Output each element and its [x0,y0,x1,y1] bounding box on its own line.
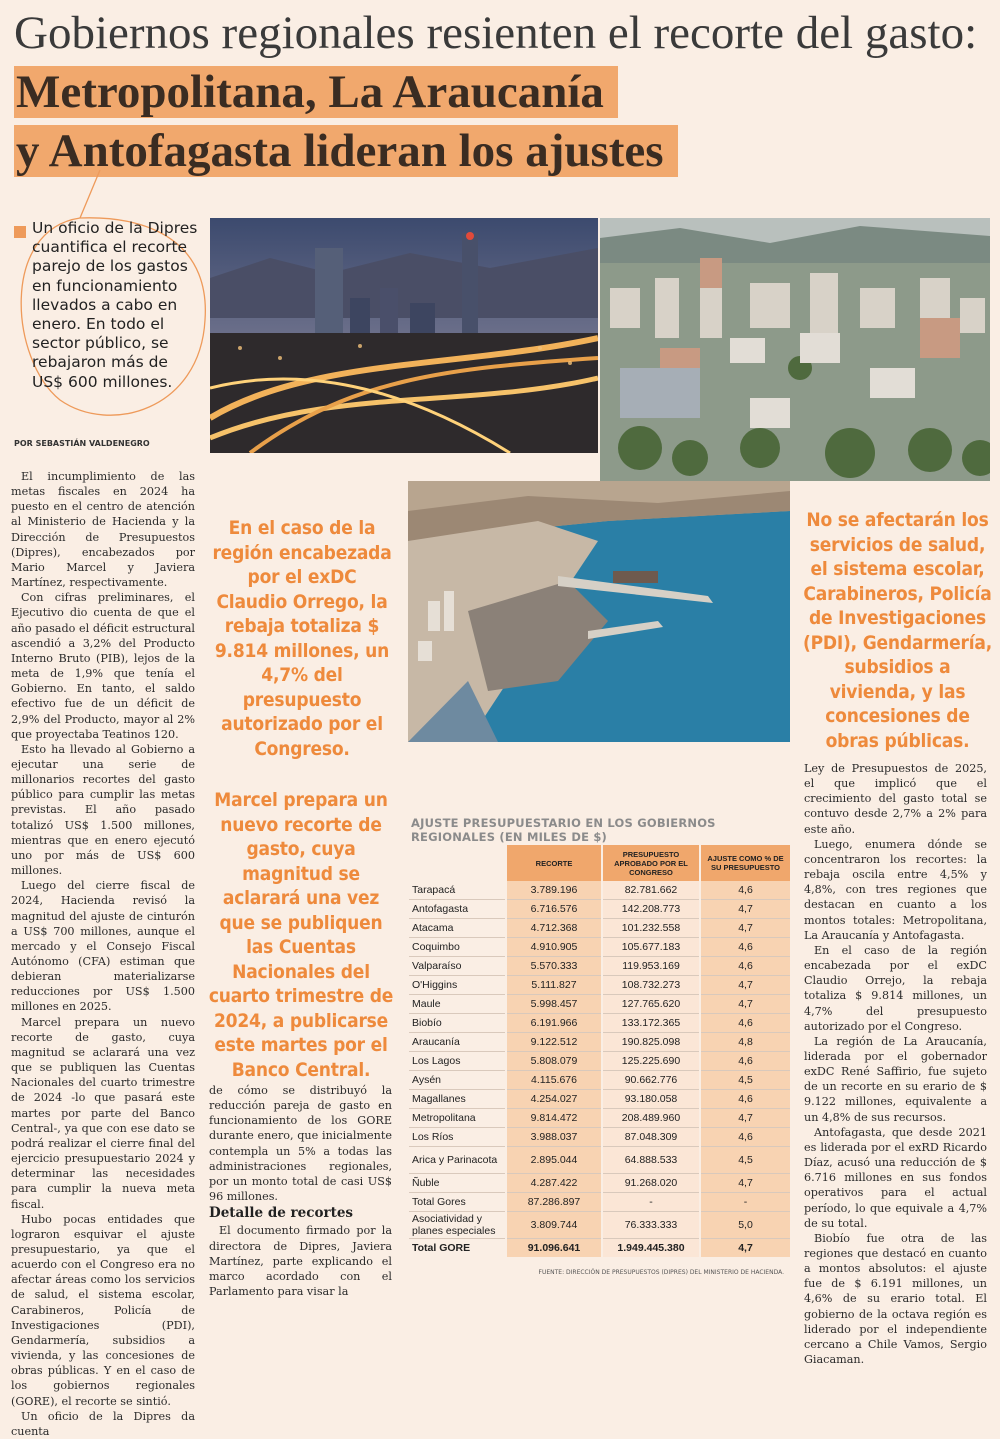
paragraph: La región de La Araucanía, liderada por el gobernador exDC René Saffirio, fue sujeto de un recorte en su erario de $ 9.122 millones, equivalente a un 4,8% de sus recursos. [804,1034,987,1124]
ajuste-cell: 4,5 [700,1071,790,1090]
ajuste-cell: 4,6 [700,1052,790,1071]
region-cell: Total Gores [409,1193,506,1212]
ajuste-cell: 4,6 [700,1014,790,1033]
table-row [409,976,790,995]
presupuesto-cell: 127.765.620 [602,995,700,1014]
recorte-cell: 4.115.676 [506,1071,602,1090]
presupuesto-cell: 105.677.183 [602,938,700,957]
paragraph: Antofagasta, que desde 2021 es liderada por el exRD Ricardo Díaz, acusó una reducción de $ 6.716 millones en sus fondos operativos para el actual período, lo que equivale a 4,7% de su total. [804,1125,987,1230]
ajuste-cell: 4,7 [700,1174,790,1193]
paragraph: Luego del cierre fiscal de 2024, Hacienda revisó la magnitud del ajuste de cinturón a US$ 700 millones, aunque el mercado y el Consejo Fiscal Autónomo (CFA) estiman que debieran materializarse reducciones por US$ 1.500 millones en 2025. [11,879,195,1014]
pull-quote-marcel: Marcel prepara un nuevo recorte de gasto, cuya magnitud se aclarará una vez que se publiquen las Cuentas Nacionales del cuarto trimestre de 2024, a publicarse este martes por el Banco Central. [208,789,394,1081]
presupuesto-cell: 90.662.776 [602,1071,700,1090]
presupuesto-cell: 108.732.273 [602,976,700,995]
budget-adjustment-table [409,845,790,1257]
table-row [409,1239,790,1258]
recorte-cell: 6.191.966 [506,1014,602,1033]
recorte-cell: 9.122.512 [506,1033,602,1052]
presupuesto-cell: 82.781.662 [602,881,700,900]
recorte-cell: 4.254.027 [506,1090,602,1109]
table-row [409,1212,790,1239]
recorte-cell: 91.096.641 [506,1239,602,1258]
ajuste-cell: 4,7 [700,1109,790,1128]
table-row [409,938,790,957]
article-column-2 [209,1083,392,1299]
byline: POR SEBASTIÁN VALDENEGRO [14,439,150,448]
region-cell: Maule [409,995,506,1014]
presupuesto-cell: 91.268.020 [602,1174,700,1193]
headline-highlight-2: y Antofagasta lideran los ajustes [14,125,678,177]
region-cell: Total GORE [412,1242,471,1254]
ajuste-cell: 4,7 [700,919,790,938]
ajuste-cell: 4,6 [700,938,790,957]
table-row [409,900,790,919]
ajuste-cell: 4,6 [700,957,790,976]
presupuesto-cell: - [602,1193,700,1212]
table-title: AJUSTE PRESUPUESTARIO EN LOS GOBIERNOS REGIONALES (EN MILES DE $) [411,816,716,844]
ajuste-cell: 4,6 [700,881,790,900]
region-cell: Asociatividad y planes especiales [409,1212,506,1239]
table-header: RECORTE [506,845,602,881]
table-row [409,1193,790,1212]
presupuesto-cell: 1.949.445.380 [602,1239,700,1258]
paragraph: Marcel prepara un nuevo recorte de gasto, cuya magnitud se aclarará una vez que se publiquen las Cuentas Nacionales del cuarto trimestre de 2024 -lo que pasará este martes por parte del Banco Central-, ya que con ese dato se podrá realizar el cierre final del ejercicio presupuestario 2024 y determinar las necesidades para cumplir la nueva meta fiscal. [11,1015,195,1211]
presupuesto-cell: 76.333.333 [602,1212,700,1239]
recorte-cell: 2.895.044 [506,1147,602,1174]
table-row [409,1109,790,1128]
table-row [409,957,790,976]
region-cell: Valparaíso [409,957,506,976]
paragraph: Biobío fue otra de las regiones que destacó en cuanto a montos absolutos: el ajuste fue de $ 6.191 millones, un 4,6% de su erario total. El gobierno de la octava región es liderado por el independiente cercano a Chile Vamos, Sergio Giacaman. [804,1231,987,1367]
table-row [409,1174,790,1193]
headline-highlight-1: Metropolitana, La Araucanía [14,66,618,118]
table-row [409,1128,790,1147]
presupuesto-cell: 133.172.365 [602,1014,700,1033]
antofagasta-port-aerial-photo [408,481,790,742]
article-column-3 [804,761,987,1367]
region-cell: Magallanes [409,1090,506,1109]
paragraph: Un oficio de la Dipres da cuenta [11,1409,195,1438]
presupuesto-cell: 64.888.533 [602,1147,700,1174]
recorte-cell: 4.712.368 [506,919,602,938]
table-header-row [409,845,790,881]
presupuesto-cell: 190.825.098 [602,1033,700,1052]
recorte-cell: 5.998.457 [506,995,602,1014]
table-row [409,1014,790,1033]
recorte-cell: 5.111.827 [506,976,602,995]
pull-quote-orrego: En el caso de la región encabezada por el exDC Claudio Orrego, la rebaja totaliza $ 9.814 millones, un 4,7% del presupuesto autorizado por el Congreso. [212,517,392,760]
region-cell: Los Lagos [409,1052,506,1071]
recorte-cell: 6.716.576 [506,900,602,919]
paragraph: Ley de Presupuestos de 2025, el que implicó que el crecimiento del gasto total se contuvo desde 2,7% a 2% para este año. [804,762,987,836]
article-column-1 [11,469,195,1439]
recorte-cell: 3.988.037 [506,1128,602,1147]
ajuste-cell: 4,7 [700,900,790,919]
region-cell: Atacama [409,919,506,938]
recorte-cell: 4.287.422 [506,1174,602,1193]
ajuste-cell: 4,7 [700,976,790,995]
paragraph: Hubo pocas entidades que lograron esquivar el ajuste presupuestario, ya que el acuerdo con el Congreso era no afectar áreas como los servicios de salud, el sistema escolar, Carabineros, Policía de Investigaciones (PDI), Gendarmería, subsidios a vivienda, y las concesiones de obras públicas. Y en el caso de los gobiernos regionales (GORE), el recorte se sintió. [11,1212,195,1408]
recorte-cell: 5.808.079 [506,1052,602,1071]
region-cell: Arica y Parinacota [409,1147,506,1174]
presupuesto-cell: 101.232.558 [602,919,700,938]
table-source: FUENTE: DIRECCIÓN DE PRESUPUESTOS (DIPRES) DEL MINISTERIO DE HACIENDA. [538,1269,784,1276]
table-row [409,881,790,900]
table-row [409,995,790,1014]
region-cell: Ñuble [409,1174,506,1193]
region-cell: O'Higgins [409,976,506,995]
region-cell: Tarapacá [409,881,506,900]
table-header: PRESUPUESTO APROBADO POR EL CONGRESO [602,845,700,881]
paragraph: Con cifras preliminares, el Ejecutivo dio cuenta de que el año pasado el déficit estructural ascendió a 3,2% del Producto Interno Bruto (PIB), lejos de la meta de 1,9% que tenía el Gobierno. En tanto, el saldo efectivo fue de un déficit de 2,9% del Producto, mayor al 2% que proyectaba Teatinos 120. [11,591,195,741]
santiago-night-skyline-photo [210,218,598,453]
ajuste-cell: - [700,1193,790,1212]
headline-plain: Gobiernos regionales resienten el recorte del gasto: [14,7,978,59]
ajuste-cell: 5,0 [700,1212,790,1239]
table-row [409,1147,790,1174]
region-cell: Los Ríos [409,1128,506,1147]
presupuesto-cell: 119.953.169 [602,957,700,976]
recorte-cell: 3.789.196 [506,881,602,900]
ajuste-cell: 4,6 [700,1128,790,1147]
table-header [409,845,506,881]
paragraph: El documento firmado por la directora de Dipres, Javiera Martínez, parte explicando el marco acordado con el Parlamento para visar la [209,1224,392,1299]
paragraph: Esto ha llevado al Gobierno a ejecutar una serie de millonarios recortes del gasto público para cumplir las metas previstas. El año pasado totalizó US$ 1.500 millones, mientras que en enero ejecutó uno por más de US$ 600 millones. [11,742,195,878]
region-cell: Araucanía [409,1033,506,1052]
recorte-cell: 4.910.905 [506,938,602,957]
temuco-city-aerial-photo [600,218,990,481]
ajuste-cell: 4,6 [700,1090,790,1109]
ajuste-cell: 4,7 [700,995,790,1014]
presupuesto-cell: 125.225.690 [602,1052,700,1071]
table-row [409,1090,790,1109]
region-cell: Metropolitana [409,1109,506,1128]
presupuesto-cell: 93.180.058 [602,1090,700,1109]
ajuste-cell: 4,5 [700,1147,790,1174]
pull-quote-exclusions: No se afectarán los servicios de salud, el sistema escolar, Carabineros, Policía de Investigaciones (PDI), Gendarmería, subsidios a vivienda, y las concesiones de obras públicas. [802,509,993,752]
recorte-cell: 5.570.333 [506,957,602,976]
recorte-cell: 87.286.897 [506,1193,602,1212]
table-row [409,919,790,938]
presupuesto-cell: 87.048.309 [602,1128,700,1147]
region-cell: Coquimbo [409,938,506,957]
ajuste-cell: 4,8 [700,1033,790,1052]
ajuste-cell: 4,7 [700,1239,790,1258]
paragraph: En el caso de la región encabezada por el exDC Claudio Orrejo, la rebaja totaliza $ 9.814 millones, un 4,7% del presupuesto autorizado por el Congreso. [804,943,987,1033]
paragraph: El incumplimiento de las metas fiscales en 2024 ha puesto en el centro de atención al Ministerio de Hacienda y la Dirección de Presupuestos (Dipres), encabezados por Mario Marcel y Javiera Martínez, respectivamente. [11,470,195,590]
headline [14,4,989,181]
presupuesto-cell: 142.208.773 [602,900,700,919]
lead-bullet [14,226,26,238]
lead-summary: Un oficio de la Dipres cuantifica el recorte parejo de los gastos en funcionamiento llevados a cabo en enero. En todo el sector público, se rebajaron más de US$ 600 millones. [32,219,198,391]
paragraph: de cómo se distribuyó la reducción pareja de gasto en funcionamiento de los GORE durante enero, que inicialmente contempla un 5% a todas las administraciones regionales, por un monto total de casi US$ 96 millones. [209,1084,392,1204]
table-header: AJUSTE COMO % DE SU PRESUPUESTO [700,845,790,881]
paragraph: Luego, enumera dónde se concentraron los recortes: la rebaja oscila entre 4,5% y 4,8%, con tres regiones que destacan en cuanto a los montos totales: Metropolitana, La Araucanía y Antofagasta. [804,837,987,942]
region-cell: Antofagasta [409,900,506,919]
region-cell: Biobío [409,1014,506,1033]
presupuesto-cell: 208.489.960 [602,1109,700,1128]
table-row [409,1071,790,1090]
recorte-cell: 9.814.472 [506,1109,602,1128]
table-row [409,1033,790,1052]
recorte-cell: 3.809.744 [506,1212,602,1239]
region-cell: Aysén [409,1071,506,1090]
subheading-detalle: Detalle de recortes [209,1205,354,1222]
table-row [409,1052,790,1071]
